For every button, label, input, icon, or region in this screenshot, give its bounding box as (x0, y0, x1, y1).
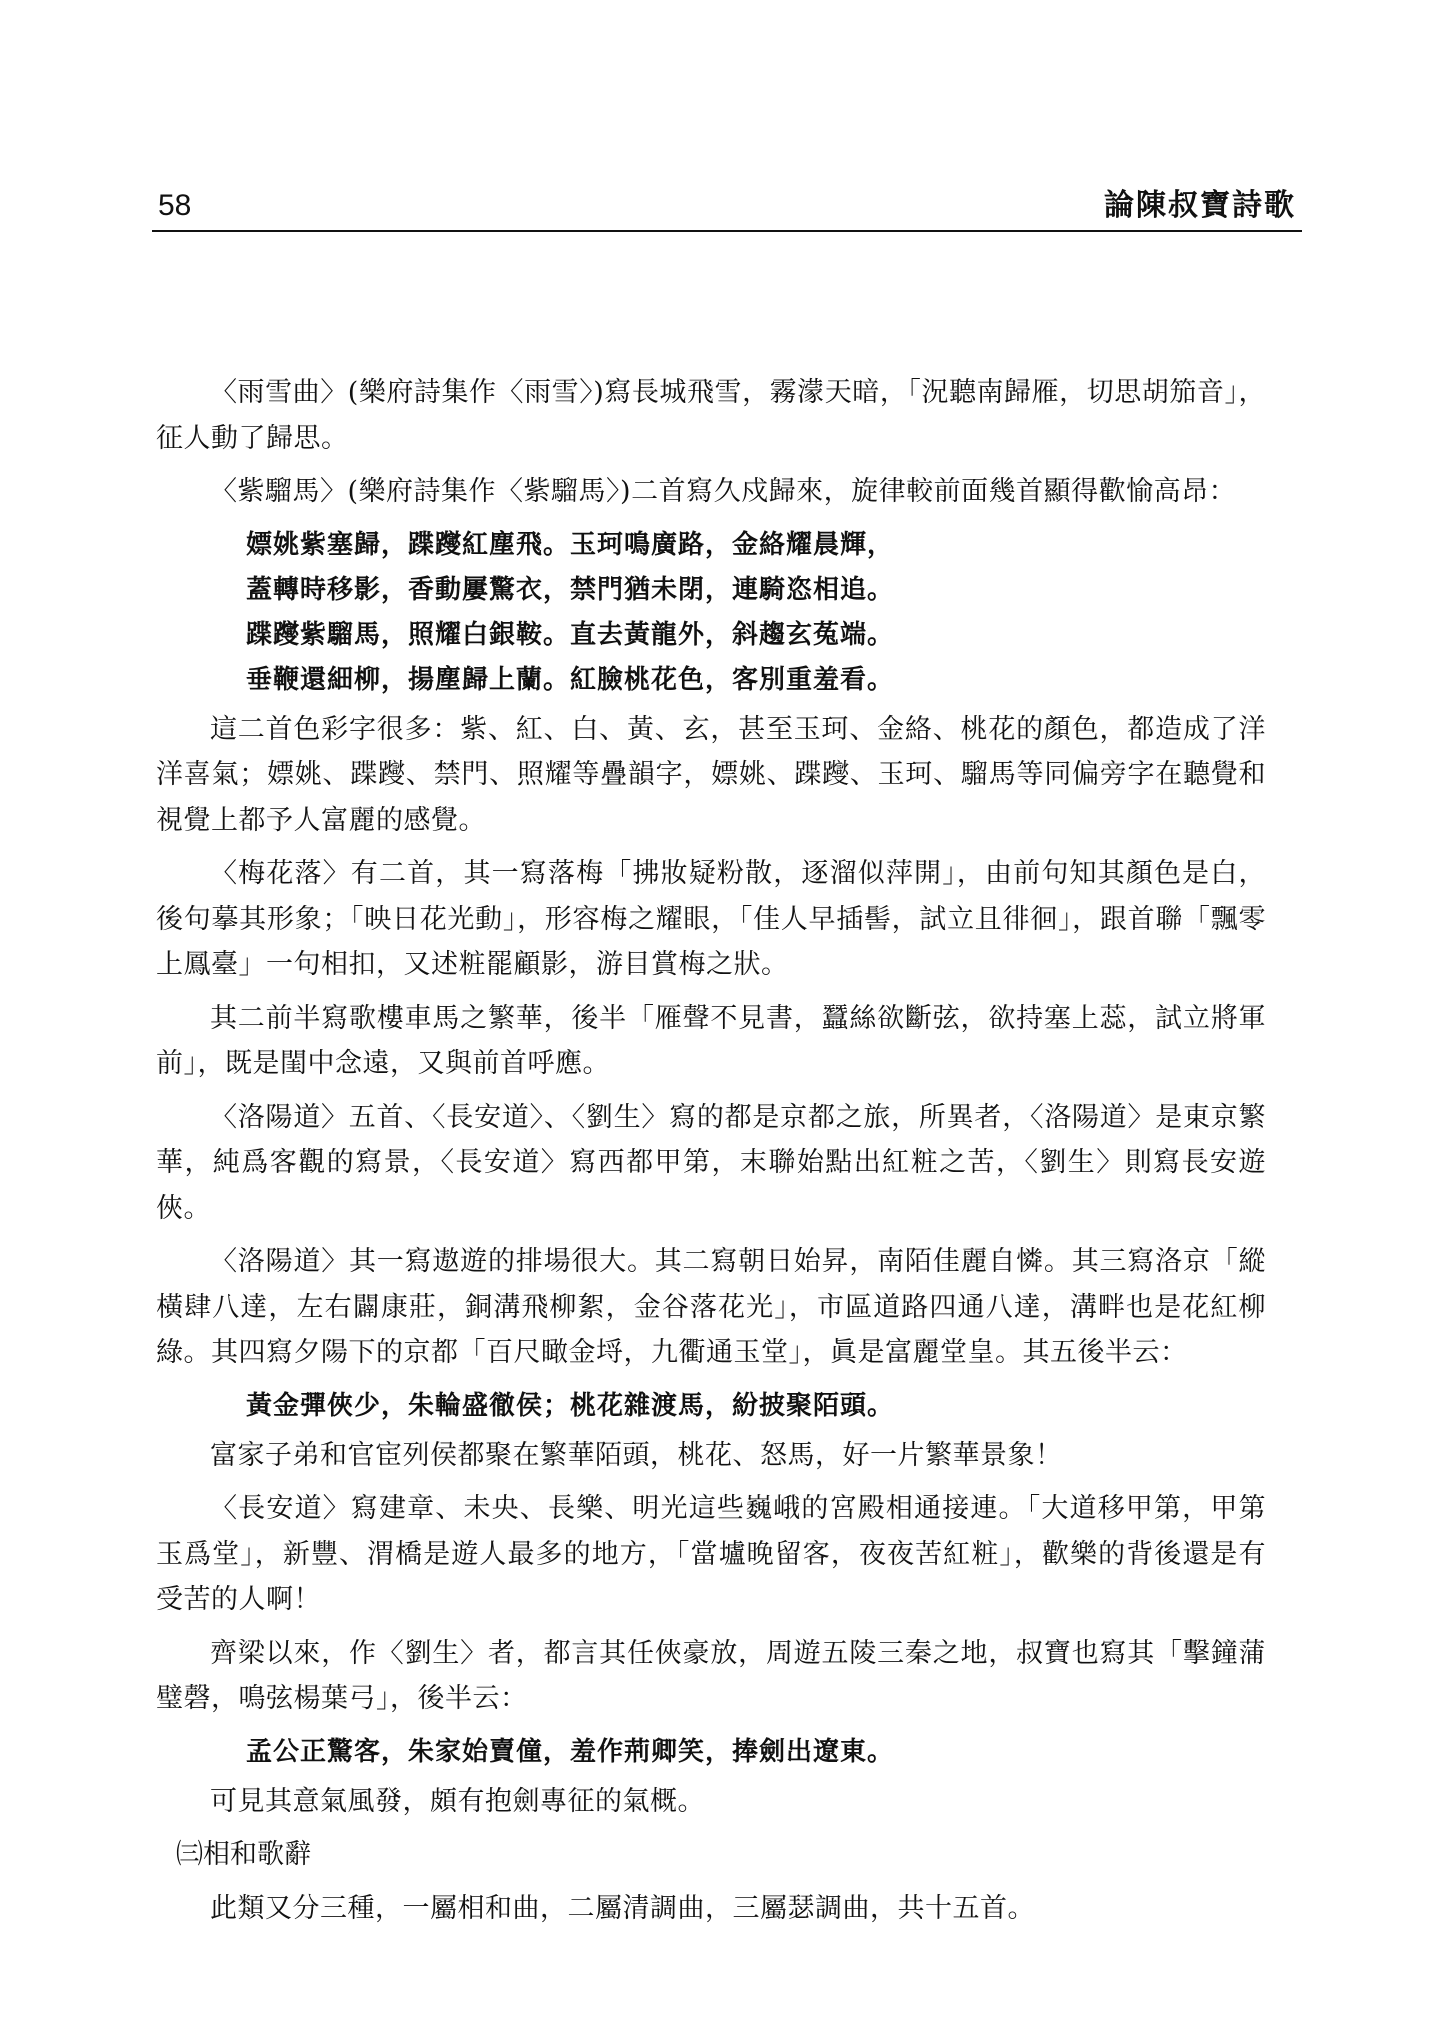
page-header (152, 186, 1302, 232)
poem-line: 垂鞭還細柳，揚塵歸上蘭。紅臉桃花色，客別重羞看。 (246, 664, 895, 695)
body-text (156, 370, 1266, 1939)
paragraph-xianghe: 此類又分三種，一屬相和曲，二屬清調曲，三屬瑟調曲，共十五首。 (210, 1892, 1035, 1924)
paragraph-liusheng-comment: 可見其意氣風發，頗有抱劍專征的氣概。 (210, 1785, 705, 1817)
poem-line: 蹀躞紫騮馬，照耀白銀鞍。直去黃龍外，斜趨玄菟端。 (246, 619, 895, 650)
paragraph-luoyangdao-comment: 富家子弟和官宦列侯都聚在繁華陌頭，桃花、怒馬，好一片繁華景象！ (210, 1439, 1063, 1471)
poem-line: 嫖姚紫塞歸，蹀躞紅塵飛。玉珂鳴廣路，金絡耀晨輝， (246, 529, 895, 560)
paragraph-liusheng: 齊梁以來，作〈劉生〉者，都言其任俠豪放，周遊五陵三秦之地，叔寶也寫其「擊鐘蒲璧磬，鳴弦楊葉弓」，後半云： (156, 1637, 1266, 1714)
paragraph-color-words: 這二首色彩字很多：紫、紅、白、黃、玄，甚至玉珂、金絡、桃花的顏色，都造成了洋洋喜氣；嫖姚、蹀躞、禁門、照耀等疊韻字，嫖姚、蹀躞、玉珂、騮馬等同偏旁字在聽覺和視覺上都予人富麗的感覺。 (156, 713, 1266, 836)
poem-line: 蓋轉時移影，香動屢驚衣，禁門猶未閉，連騎恣相追。 (246, 574, 895, 605)
paragraph-ziliuma-intro: 〈紫騮馬〉(樂府詩集作〈紫騮馬〉)二首寫久戍歸來，旋律較前面幾首顯得歡愉高昂： (210, 476, 1237, 507)
section-heading: ㈢相和歌辭 (176, 1839, 311, 1870)
poem-line: 孟公正驚客，朱家始賣僮，羞作荊卿笑，捧劍出遼東。 (246, 1736, 895, 1767)
poem-luoyangdao-five (156, 1384, 1266, 1429)
page-number: 58 (158, 189, 192, 222)
paragraph-yuxuequ: 〈雨雪曲〉(樂府詩集作〈雨雪〉)寫長城飛雪，霧濛天暗，「況聽南歸雁，切思胡笳音」，征人動了歸思。 (156, 377, 1266, 454)
paragraph-meihualuo: 〈梅花落〉有二首，其一寫落梅「拂妝疑粉散，逐溜似萍開」，由前句知其顏色是白，後句摹其形象；「映日花光動」，形容梅之耀眼，「佳人早插髻，試立且徘徊」，跟首聯「飄零上鳳臺」一句相扣，又述粧罷顧影，游目賞梅之狀。 (156, 858, 1266, 980)
paragraph-luoyangdao-detail: 〈洛陽道〉其一寫遨遊的排場很大。其二寫朝日始昇，南陌佳麗自憐。其三寫洛京「縱橫肆八達，左右闢康莊，銅溝飛柳絮，金谷落花光」，市區道路四通八達，溝畔也是花紅柳綠。其四寫夕陽下的京都「百尺瞰金埒，九衢通玉堂」，眞是富麗堂皇。其五後半云： (156, 1246, 1266, 1368)
paragraph-luoyangdao-overview: 〈洛陽道〉五首、〈長安道〉、〈劉生〉寫的都是京都之旅，所異者，〈洛陽道〉是東京繁華，純爲客觀的寫景，〈長安道〉寫西都甲第，末聯始點出紅粧之苦，〈劉生〉則寫長安遊俠。 (156, 1101, 1266, 1224)
paragraph-changandao: 〈長安道〉寫建章、未央、長樂、明光這些巍峨的宮殿相通接連。「大道移甲第，甲第玉爲堂」，新豐、渭橋是遊人最多的地方，「當壚晚留客，夜夜苦紅粧」，歡樂的背後還是有受苦的人啊！ (156, 1493, 1266, 1615)
header-rule (152, 230, 1302, 232)
paragraph-meihualuo-second: 其二前半寫歌樓車馬之繁華，後半「雁聲不見書，蠶絲欲斷弦，欲持塞上蕊，試立將軍前」，既是閨中念遠，又與前首呼應。 (156, 1002, 1266, 1079)
poem-line: 黃金彈俠少，朱輪盛徹侯；桃花雜渡馬，紛披聚陌頭。 (246, 1390, 895, 1421)
poem-ziliuma (156, 523, 1266, 703)
poem-liusheng (156, 1730, 1266, 1775)
running-title: 論陳叔寶詩歌 (1104, 188, 1296, 223)
